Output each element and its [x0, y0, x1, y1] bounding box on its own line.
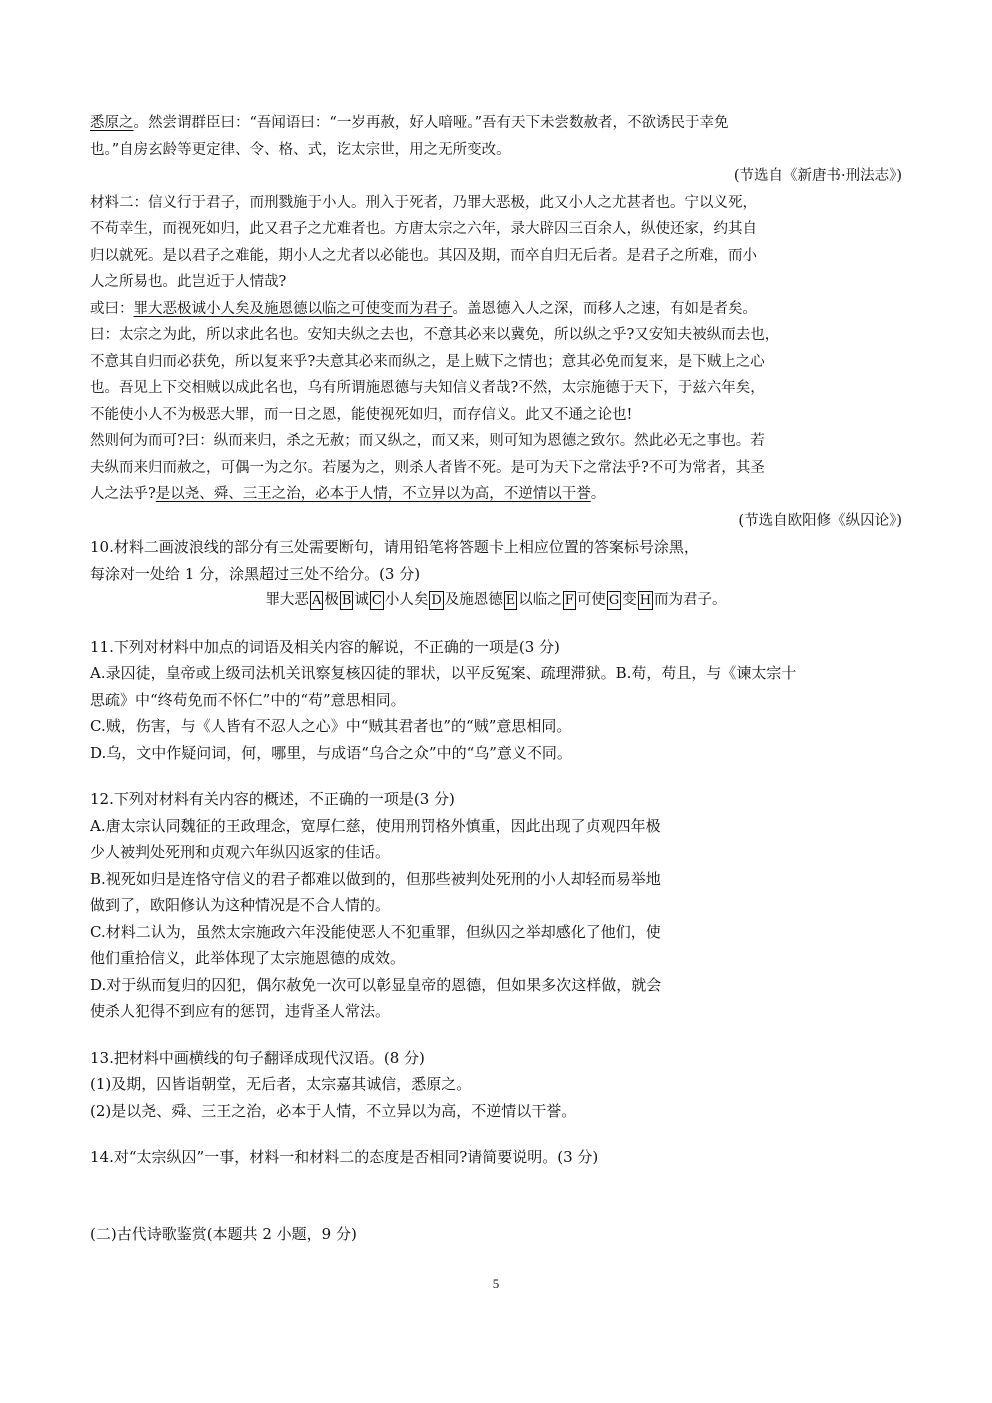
q12-option: 使杀人犯得不到应有的惩罚，违背圣人常法。: [90, 1002, 391, 1020]
q12-option: 他们重拾信义，此举体现了太宗施恩德的成效。: [90, 949, 406, 967]
section-title: (二)古代诗歌鉴赏(本题共 2 小题，9 分): [90, 1224, 357, 1243]
material2-line: 不苟幸生，而视死如归，此又君子之尤难者也。方唐太宗之六年，录大辟囚三百余人，纵使还家，约其自: [90, 221, 757, 237]
material1-line-2: 也。”自房玄龄等更定律、令、格、式，讫太宗世，用之无所变改。: [90, 141, 511, 158]
q11-stem: 11.下列对材料中加点的词语及相关内容的解说，不正确的一项是(3 分): [90, 637, 560, 656]
q11-option: 思疏》中“终苟免而不怀仁”中的“苟”意思相同。: [90, 690, 406, 709]
q12-option: 做到了，欧阳修认为这种情况是不合人情的。: [90, 896, 391, 914]
page-content: [90, 110, 902, 1247]
q13-item: (1)及期，囚皆诣朝堂，无后者，太宗嘉其诚信，悉原之。: [90, 1075, 472, 1093]
q13-item: (2)是以尧、舜、三王之治，必本于人情，不立异以为高，不逆情以干誉。: [90, 1101, 577, 1120]
q13-stem: 13.把材料中画横线的句子翻译成现代汉语。(8 分): [90, 1048, 425, 1067]
material2-line: 归以就死。是以君子之难能，期小人之尤者以必能也。其囚及期，而卒自归无后者。是君子之所难，而小: [90, 247, 757, 264]
material2-last-line: 人之法乎?是以尧、舜、三王之治，必本于人情，不立异以为高，不逆情以干誉。: [90, 486, 606, 502]
material2-line: 不能使小人不为极恶大罪，而一日之恩，能使视死如归，而存信义。此又不通之论也!: [90, 406, 633, 423]
answer-box-f[interactable]: F: [564, 593, 574, 608]
q11-option: C.贼，伤害，与《人皆有不忍人之心》中“贼其君者也”的“贼”意思相同。: [90, 717, 572, 735]
page-number: 5: [492, 1276, 500, 1291]
q12-option: B.视死如归是连恪守信义的君子都难以做到的，但那些被判处死刑的小人却轻而易举地: [90, 869, 661, 888]
q12-option: C.材料二认为，虽然太宗施政六年没能使恶人不犯重罪，但纵囚之举却感化了他们，使: [90, 922, 661, 941]
material2-line: 曰：太宗之为此，所以求此名也。安知夫纵之去也，不意其必来以冀免，所以纵之乎?又安知夫被纵而去也，: [90, 327, 780, 343]
q12-option: A.唐太宗认同魏征的王政理念，宽厚仁慈，使用刑罚格外慎重，因此出现了贞观四年极: [90, 816, 661, 835]
q12-option: 少人被判处死刑和贞观六年纵囚返家的佳话。: [90, 843, 391, 861]
q11-option: A.录囚徒，皇帝或上级司法机关讯察复核囚徒的罪状，以平反冤案、疏理滞狱。B.苟，苟且，与《谏太宗十: [90, 664, 797, 682]
material2-line: 也。吾见上下交相贼以成此名也，乌有所谓施恩德与夫知信义者哉?不然，太宗施德于天下，于兹六年矣，: [90, 380, 765, 396]
material2-line: 人之所易也。此岂近于人情哉?: [90, 274, 287, 290]
wavy-underlined-sentence: 罪大恶极诚小人矣及施恩德以临之可使变而为君子: [133, 300, 453, 317]
material2-wavy-line: 或曰：罪大恶极诚小人矣及施恩德以临之可使变而为君子。盖恩德入人之深，而移人之速，有如是者矣。: [90, 300, 757, 317]
q11-option: D.乌，文中作疑问词，何，哪里，与成语“乌合之众”中的“乌”意义不同。: [90, 743, 572, 762]
answer-box-c[interactable]: C: [371, 593, 382, 608]
answer-box-e[interactable]: E: [505, 593, 516, 608]
answer-box-d[interactable]: D: [431, 593, 442, 608]
q14-stem: 14.对“太宗纵囚”一事，材料一和材料二的态度是否相同?请简要说明。(3 分): [90, 1148, 599, 1166]
material2-line: 夫纵而来归而赦之，可偶一为之尔。若屡为之，则杀人者皆不死。是可为天下之常法乎?不可为常者，其圣: [90, 459, 765, 476]
q10-stem: 10.材料二画波浪线的部分有三处需要断句，请用铅笔将答题卡上相应位置的答案标号涂黑，: [90, 538, 699, 556]
material2-line: 然则何为而可?曰：纵而来归，杀之无赦；而又纵之，而又来，则可知为恩德之致尔。然此必无之事也。若: [90, 433, 765, 449]
underlined-sentence: 是以尧、舜、三王之治，必本于人情，不立异以为高，不逆情以干誉: [155, 486, 591, 502]
material2-line: 材料二：信义行于君子，而刑戮施于小人。刑入于死者，乃罪大恶极，此又小人之尤甚者也。宁以义死，: [90, 194, 757, 211]
answer-box-h[interactable]: H: [639, 593, 652, 608]
underlined-phrase: 悉原之: [90, 115, 134, 131]
q10-options: 罪大恶 A 极 B 诚 C 小人矣 D 及施恩德 E 以临之 F 可使 G 变 H 而为君子。: [265, 592, 727, 608]
answer-box-g[interactable]: G: [608, 593, 620, 608]
material2-line: 不意其自归而必获免，所以复来乎?夫意其必来而纵之，是上贼下之情也；意其必免而复来，是下贼上之心: [90, 353, 765, 370]
answer-box-a[interactable]: A: [311, 593, 322, 608]
q12-stem: 12.下列对材料有关内容的概述，不正确的一项是(3 分): [90, 790, 455, 808]
q12-option: D.对于纵而复归的囚犯，偶尔赦免一次可以彰显皇帝的恩德，但如果多次这样做，就会: [90, 975, 662, 994]
material2-source: (节选自欧阳修《纵囚论》): [738, 512, 902, 529]
material1-source: (节选自《新唐书·刑法志》): [733, 168, 902, 184]
answer-box-b[interactable]: B: [341, 593, 352, 608]
q10-stem-2: 每涂对一处给 1 分，涂黑超过三处不给分。(3 分): [90, 564, 421, 583]
material1-line-1: 悉原之。然尝谓群臣曰：“吾闻语曰：“一岁再赦，好人喑哑。”吾有天下未尝数赦者，不欲诱民于幸免: [90, 115, 729, 131]
